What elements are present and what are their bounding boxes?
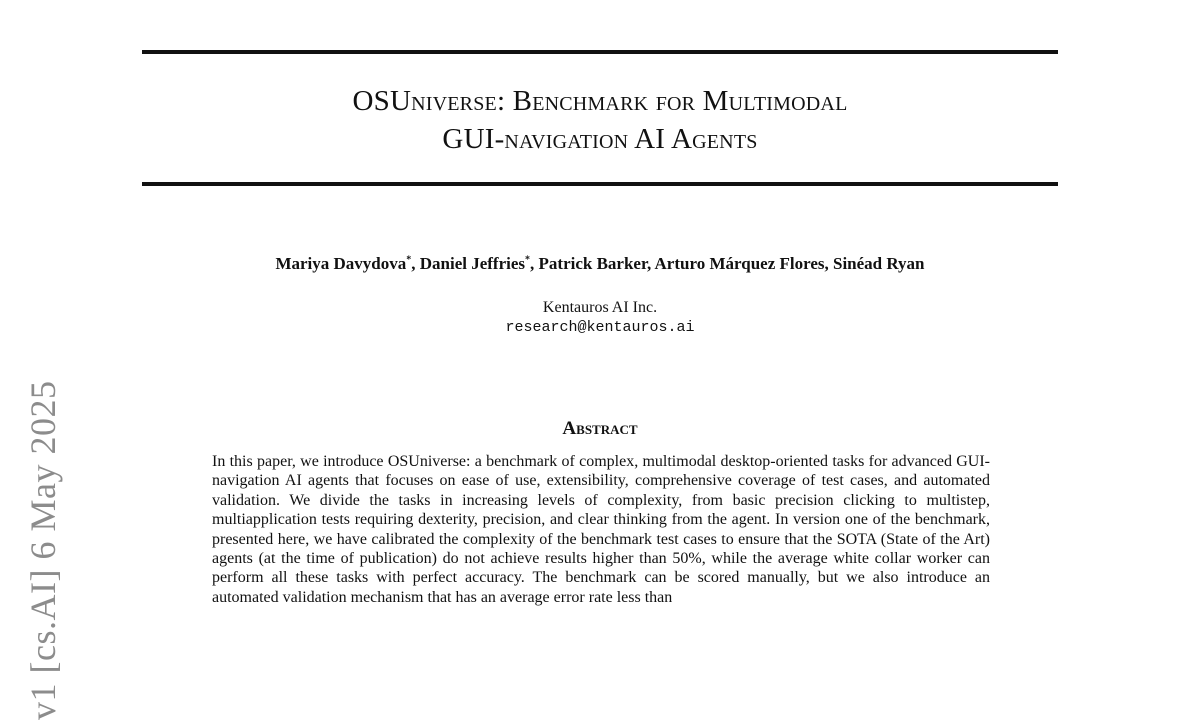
author-name: Mariya Davydova xyxy=(275,254,407,273)
title-line-1: OSUniverse: Benchmark for Multimodal xyxy=(352,85,848,117)
author-name: Arturo Márquez Flores xyxy=(654,254,825,273)
author-name: Patrick Barker xyxy=(538,254,647,273)
abstract-text: In this paper, we introduce OSUniverse: a benchmark of complex, multimodal desktop-oriented tasks for advanced GUI-navigation AI agents that focuses on ease of use, extensibility, comprehensive coverage of test cases, and automated validation. We divide the tasks in increasing levels of complexity, from basic precision clicking to multistep, multiapplication tests requiring dexterity, precision, and clear thinking from the agent. In version one of the benchmark, presented here, we have calibrated the complexity of the benchmark test cases to ensure that the SOTA (State of the Art) agents (at the time of publication) do not achieve results higher than 50%, while the average white collar worker can perform all these tasks with perfect accuracy. The benchmark can be scored manually, but we also introduce an automated validation mechanism that has an average error rate less than xyxy=(212,453,990,606)
title-rule-top xyxy=(142,50,1058,54)
arxiv-stamp: v1 [cs.AI] 6 May 2025 xyxy=(23,380,63,720)
affiliation-email[interactable]: research@kentauros.ai xyxy=(505,319,695,336)
abstract-heading: Abstract xyxy=(562,418,638,439)
author-list: Mariya Davydova*, Daniel Jeffries*, Patrick Barker, Arturo Márquez Flores, Sinéad Ryan xyxy=(275,254,925,273)
title-rule-bottom xyxy=(142,182,1058,186)
title-line-2: GUI-navigation AI Agents xyxy=(442,123,758,155)
author-name: Daniel Jeffries xyxy=(419,254,526,273)
affiliation-org: Kentauros AI Inc. xyxy=(542,299,658,316)
paper-title xyxy=(142,82,1058,158)
author-name: Sinéad Ryan xyxy=(833,254,925,273)
author-mark: * xyxy=(525,254,531,266)
author-mark: * xyxy=(406,254,412,266)
affiliation xyxy=(142,298,1058,338)
